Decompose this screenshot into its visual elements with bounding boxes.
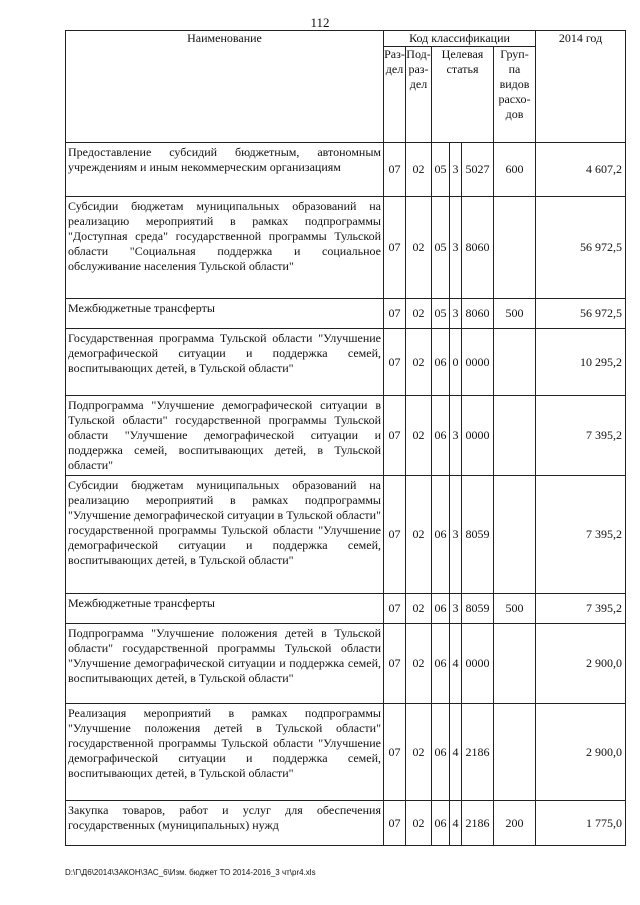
row-target-program: 06	[432, 624, 450, 704]
table-row	[66, 143, 626, 197]
row-target-program: 05	[432, 197, 450, 299]
table-row	[66, 197, 626, 299]
row-target-code: 2186	[462, 704, 494, 801]
row-expense-type	[494, 624, 536, 704]
row-amount: 7 395,2	[536, 396, 626, 476]
row-section: 07	[384, 704, 406, 801]
row-target-program: 05	[432, 143, 450, 197]
row-subsection: 02	[406, 704, 432, 801]
row-subsection: 02	[406, 329, 432, 396]
table-row	[66, 476, 626, 594]
row-target-program: 06	[432, 476, 450, 594]
table-row	[66, 704, 626, 801]
header-expense-type: Груп- па видов расхо- дов	[494, 47, 536, 143]
row-expense-type	[494, 197, 536, 299]
row-name: Межбюджетные трансферты	[66, 594, 384, 624]
row-target-subprogram: 4	[450, 624, 462, 704]
row-expense-type: 600	[494, 143, 536, 197]
row-target-code: 5027	[462, 143, 494, 197]
row-section: 07	[384, 197, 406, 299]
row-target-code: 0000	[462, 624, 494, 704]
row-name: Закупка товаров, работ и услуг для обеспечения государственных (муниципальных) нужд	[66, 801, 384, 846]
file-path-footer: D:\Г\Д6\2014\ЗАКОН\ЗАС_6\Изм. бюджет ТО 2014-2016_3 чт\pr4.xls	[65, 868, 316, 877]
row-target-code: 0000	[462, 329, 494, 396]
row-section: 07	[384, 299, 406, 329]
row-name: Субсидии бюджетам муниципальных образований на реализацию мероприятий в рамках подпрограммы "Доступная среда" государственной программы Тульской области "Социальная поддержка и социальное обслуживание населения Тульской области"	[66, 197, 384, 299]
row-name: Предоставление субсидий бюджетным, автономным учреждениям и иным некоммерческим организациям	[66, 143, 384, 197]
row-amount: 2 900,0	[536, 704, 626, 801]
row-section: 07	[384, 624, 406, 704]
table-row	[66, 801, 626, 846]
row-subsection: 02	[406, 396, 432, 476]
page-number: 112	[310, 15, 330, 30]
row-name: Межбюджетные трансферты	[66, 299, 384, 329]
header-classification: Код классификации	[384, 31, 536, 47]
table-row	[66, 594, 626, 624]
row-target-subprogram: 0	[450, 329, 462, 396]
table-row	[66, 329, 626, 396]
row-target-subprogram: 3	[450, 299, 462, 329]
row-target-code: 8059	[462, 594, 494, 624]
row-target-code: 2186	[462, 801, 494, 846]
row-expense-type	[494, 704, 536, 801]
row-target-subprogram: 4	[450, 704, 462, 801]
row-name: Государственная программа Тульской области "Улучшение демографической ситуации и поддержка семей, воспитывающих детей, в Тульской области"	[66, 329, 384, 396]
row-expense-type: 500	[494, 299, 536, 329]
row-section: 07	[384, 476, 406, 594]
row-target-code: 8060	[462, 299, 494, 329]
row-expense-type: 500	[494, 594, 536, 624]
row-target-program: 06	[432, 329, 450, 396]
row-section: 07	[384, 801, 406, 846]
row-section: 07	[384, 396, 406, 476]
row-amount: 2 900,0	[536, 624, 626, 704]
row-target-program: 05	[432, 299, 450, 329]
header-section: Раз- дел	[384, 47, 406, 143]
row-name: Реализация мероприятий в рамках подпрограммы "Улучшение положения детей в Тульской области" государственной программы Тульской области "Улучшение демографической ситуации и поддержка семей, воспитывающих детей, в Тульской области"	[66, 704, 384, 801]
row-amount: 4 607,2	[536, 143, 626, 197]
row-subsection: 02	[406, 197, 432, 299]
row-target-subprogram: 4	[450, 801, 462, 846]
row-expense-type: 200	[494, 801, 536, 846]
row-section: 07	[384, 329, 406, 396]
row-section: 07	[384, 594, 406, 624]
row-name: Подпрограмма "Улучшение демографической ситуации в Тульской области" государственной программы Тульской области "Улучшение демографической ситуации и поддержка семей, воспитывающих детей, в Тульской области"	[66, 396, 384, 476]
row-target-program: 06	[432, 704, 450, 801]
row-subsection: 02	[406, 624, 432, 704]
row-target-code: 0000	[462, 396, 494, 476]
table-row	[66, 624, 626, 704]
row-target-subprogram: 3	[450, 396, 462, 476]
row-subsection: 02	[406, 801, 432, 846]
row-amount: 10 295,2	[536, 329, 626, 396]
row-target-program: 06	[432, 801, 450, 846]
row-target-code: 8059	[462, 476, 494, 594]
table-row	[66, 396, 626, 476]
row-amount: 1 775,0	[536, 801, 626, 846]
row-subsection: 02	[406, 594, 432, 624]
row-subsection: 02	[406, 476, 432, 594]
row-target-program: 06	[432, 396, 450, 476]
row-amount: 7 395,2	[536, 594, 626, 624]
row-target-subprogram: 3	[450, 143, 462, 197]
row-expense-type	[494, 476, 536, 594]
row-amount: 56 972,5	[536, 299, 626, 329]
table-row	[66, 299, 626, 329]
row-expense-type	[494, 396, 536, 476]
row-amount: 56 972,5	[536, 197, 626, 299]
header-target: Целевая статья	[432, 47, 494, 143]
row-target-subprogram: 3	[450, 594, 462, 624]
row-section: 07	[384, 143, 406, 197]
header-year: 2014 год	[536, 31, 626, 143]
row-target-subprogram: 3	[450, 476, 462, 594]
row-amount: 7 395,2	[536, 476, 626, 594]
row-target-subprogram: 3	[450, 197, 462, 299]
header-subsection: Под- раз- дел	[406, 47, 432, 143]
row-subsection: 02	[406, 299, 432, 329]
row-name: Подпрограмма "Улучшение положения детей в Тульской области" государственной программы Тульской области "Улучшение демографической ситуации и поддержка семей, воспитывающих детей, в Тульской области"	[66, 624, 384, 704]
budget-table	[65, 30, 626, 846]
row-target-code: 8060	[462, 197, 494, 299]
header-name: Наименование	[66, 31, 384, 143]
row-expense-type	[494, 329, 536, 396]
row-subsection: 02	[406, 143, 432, 197]
row-target-program: 06	[432, 594, 450, 624]
row-name: Субсидии бюджетам муниципальных образований на реализацию мероприятий в рамках подпрограммы "Улучшение демографической ситуации в Тульской области" государственной программы Тульской области "Улучшение демографической ситуации и поддержка семей, воспитывающих детей, в Тульской области"	[66, 476, 384, 594]
